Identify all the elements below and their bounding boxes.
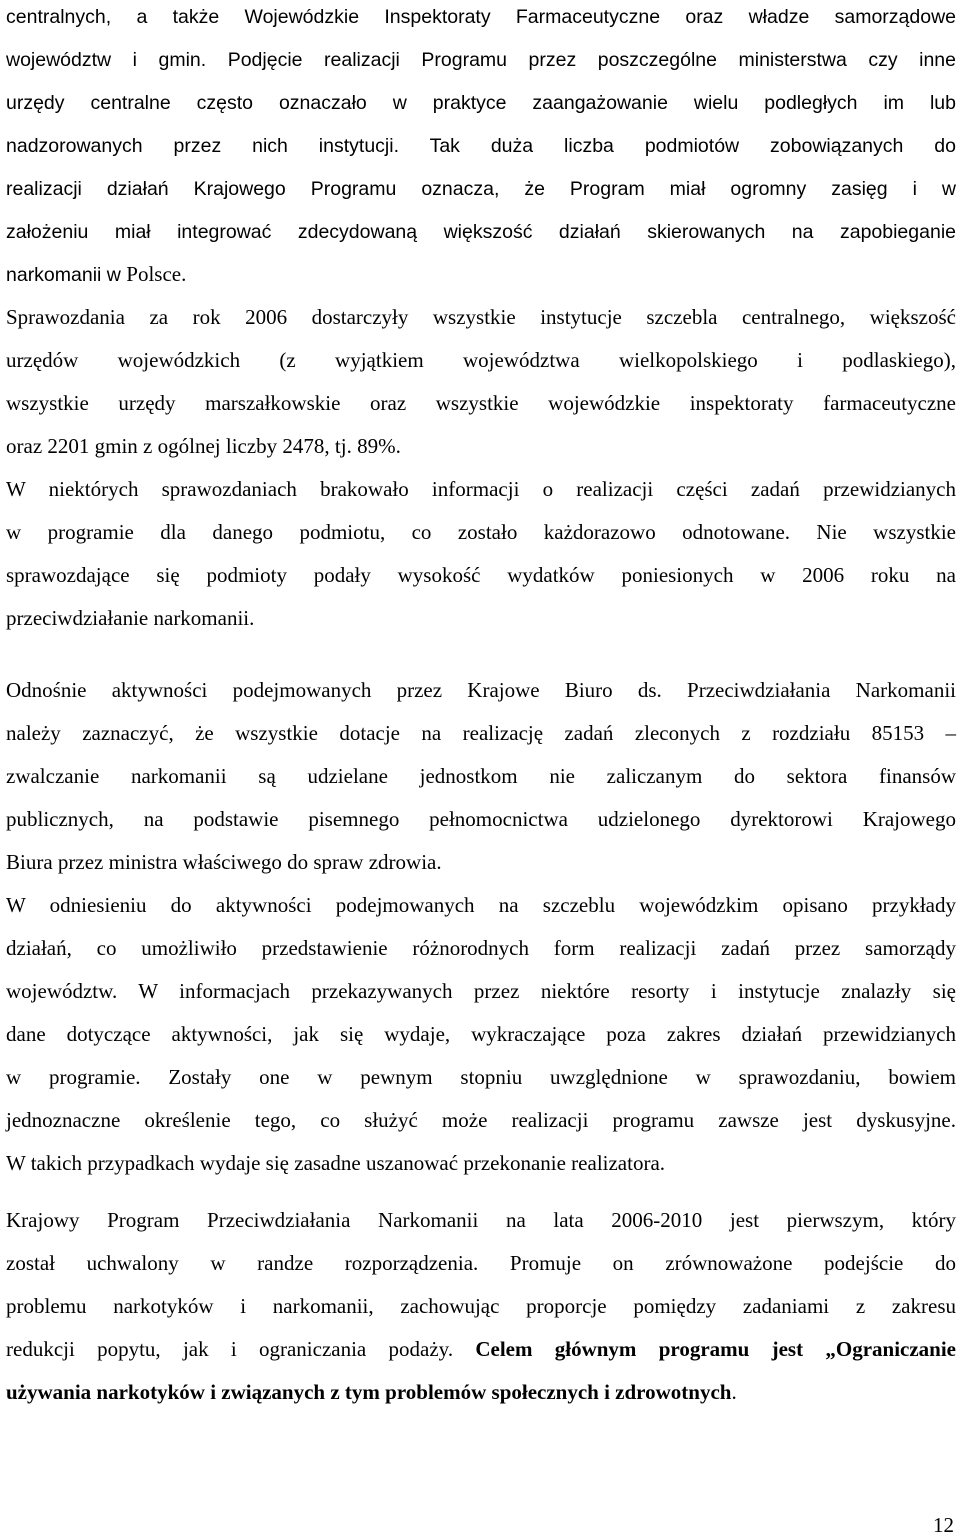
- text-run: przeciwdziałanie narkomanii.: [6, 606, 255, 630]
- text-line: [6, 1105, 956, 1135]
- bold-text: Celem głównym programu jest „Ograniczanie: [475, 1337, 957, 1361]
- text-run: został uchwalony w randze rozporządzenia. Promuje on zrównoważone podejście do: [6, 1251, 956, 1275]
- text-run: centralnych, a także Wojewódzkie Inspektoraty Farmaceutyczne oraz władze samorządowe: [6, 6, 956, 28]
- text-run: publicznych, na podstawie pisemnego pełnomocnictwa udzielonego dyrektorowi Krajowego: [6, 807, 956, 831]
- text-run: narkomanii w: [6, 264, 127, 286]
- text-run: nadzorowanych przez nich instytucji. Tak duża liczba podmiotów zobowiązanych do: [6, 135, 956, 157]
- text-run: W odniesieniu do aktywności podejmowanych na szczeblu wojewódzkim opisano przykłady: [6, 893, 956, 917]
- text-run: redukcji popytu, jak i ograniczania podaży.: [6, 1337, 476, 1361]
- text-line: [6, 718, 956, 748]
- text-line: [6, 603, 956, 633]
- text-run: jednoznaczne określenie tego, co służyć może realizacji programu zawsze jest dyskusyjne.: [6, 1108, 956, 1132]
- text-run: w programie dla danego podmiotu, co zostało każdorazowo odnotowane. Nie wszystkie: [6, 520, 956, 544]
- page-number: 12: [933, 1513, 954, 1537]
- text-line: [6, 1291, 956, 1321]
- text-run: Odnośnie aktywności podejmowanych przez Krajowe Biuro ds. Przeciwdziałania Narkomanii: [6, 678, 956, 702]
- text-line: [6, 431, 956, 461]
- text-line: [6, 933, 956, 963]
- text-line: [6, 1248, 956, 1278]
- text-line: [6, 1062, 956, 1092]
- text-run: Biura przez ministra właściwego do spraw zdrowia.: [6, 850, 442, 874]
- text-run: województw i gmin. Podjęcie realizacji Programu przez poszczególne ministerstwa czy inne: [6, 49, 956, 71]
- text-line: [6, 560, 956, 590]
- text-line: [6, 302, 956, 332]
- text-run: Krajowy Program Przeciwdziałania Narkomanii na lata 2006-2010 jest pierwszym, który: [6, 1208, 956, 1232]
- bold-text: używania narkotyków i związanych z tym problemów społecznych i zdrowotnych: [6, 1380, 732, 1404]
- text-line: [6, 130, 956, 161]
- text-run: urzędy centralne często oznaczało w praktyce zaangażowanie wielu podległych im lub: [6, 92, 956, 114]
- text-run: W niektórych sprawozdaniach brakowało informacji o realizacji części zadań przewidzianych: [6, 477, 956, 501]
- text-line: [6, 1, 956, 32]
- text-line: [6, 1019, 956, 1049]
- text-line: [6, 216, 956, 247]
- text-run: problemu narkotyków i narkomanii, zachowując proporcje pomiędzy zadaniami z zakresu: [6, 1294, 956, 1318]
- text-run: sprawozdające się podmioty podały wysokość wydatków poniesionych w 2006 roku na: [6, 563, 956, 587]
- text-line: [6, 976, 956, 1006]
- text-run: działań, co umożliwiło przedstawienie różnorodnych form realizacji zadań przez samorządy: [6, 936, 956, 960]
- text-run: W takich przypadkach wydaje się zasadne uszanować przekonanie realizatora.: [6, 1151, 666, 1175]
- text-run: realizacji działań Krajowego Programu oznacza, że Program miał ogromny zasięg i w: [6, 178, 956, 200]
- text-run: należy zaznaczyć, że wszystkie dotacje na realizację zadań zleconych z rozdziału 85153 –: [6, 721, 956, 745]
- text-run: założeniu miał integrować zdecydowaną większość działań skierowanych na zapobieganie: [6, 221, 956, 243]
- text-line: [6, 173, 956, 204]
- text-run: Polsce.: [126, 262, 187, 286]
- text-line: [6, 1148, 956, 1178]
- text-line: [6, 517, 956, 547]
- text-line: [6, 675, 956, 705]
- text-line: [6, 474, 956, 504]
- text-run: .: [731, 1380, 737, 1404]
- text-line: [6, 44, 956, 75]
- text-run: województw. W informacjach przekazywanych przez niektóre resorty i instytucje znalazły się: [6, 979, 956, 1003]
- text-line: [6, 804, 956, 834]
- text-run: w programie. Zostały one w pewnym stopniu uwzględnione w sprawozdaniu, bowiem: [6, 1065, 956, 1089]
- text-line: [6, 388, 956, 418]
- text-line: [6, 847, 956, 877]
- text-line: [6, 259, 956, 290]
- text-line: [6, 890, 956, 920]
- text-run: zwalczanie narkomanii są udzielane jednostkom nie zaliczanym do sektora finansów: [6, 764, 956, 788]
- text-line: [6, 345, 956, 375]
- text-line: [6, 761, 956, 791]
- text-run: dane dotyczące aktywności, jak się wydaje, wykraczające poza zakres działań przewidzianych: [6, 1022, 956, 1046]
- text-run: oraz 2201 gmin z ogólnej liczby 2478, tj. 89%.: [6, 434, 401, 458]
- text-run: urzędów wojewódzkich (z wyjątkiem województwa wielkopolskiego i podlaskiego),: [6, 348, 956, 372]
- text-run: Sprawozdania za rok 2006 dostarczyły wszystkie instytucje szczebla centralnego, większość: [6, 305, 956, 329]
- text-line: [6, 1205, 956, 1235]
- text-line: [6, 1377, 956, 1407]
- text-line: [6, 87, 956, 118]
- text-run: wszystkie urzędy marszałkowskie oraz wszystkie wojewódzkie inspektoraty farmaceutyczne: [6, 391, 956, 415]
- text-line: [6, 1334, 956, 1364]
